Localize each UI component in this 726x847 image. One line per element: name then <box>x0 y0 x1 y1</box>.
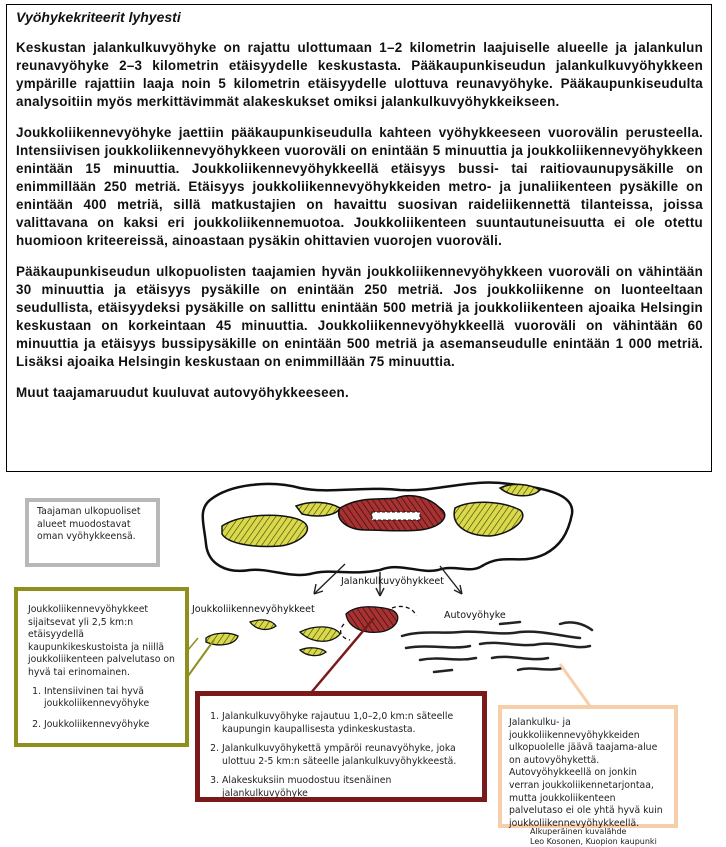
label-transit-zones: Joukkoliikennevyöhykkeet <box>192 604 315 615</box>
callout-car-zone-text: Jalankulku- ja joukkoliikennevyöhykkeiden ulkopuolelle jäävä taajama-alue on autovyöhykettä. Autovyöhykkeellä on jonkin verran joukkoliikennetarjontaa, mutta joukkoliikenteen palvelutaso ei ole yhtä hyvä kuin joukkoliikennevyöhykkeellä. <box>509 717 663 829</box>
paragraph-ulkopuoliset: Pääkaupunkiseudun ulkopuolisten taajamien hyvän joukkoliikennevyöhykkeen vuoroväli on vähintään 30 minuuttia ja etäisyys pysäkille on enintään 250 metriä. Jos joukkoliikenne on luonteeltaan seudullista, etäisyydeksi pysäkille on sallittu enintään 500 metriä ja joukkoliikenteen ajoaika Helsingin keskustaan on korkeintaan 45 minuuttia. Joukkoliikennevyöhykkeellä vuoroväli on vähintään 60 minuuttia ja etäisyys bussipysäkille on enintään 500 metriä ja asemanseudulle enintään 1 000 metriä. Lisäksi ajoaika Helsingin keskustaan on enimmillään 75 minuuttia. <box>16 264 703 369</box>
list-item: 2. Jalankulkuvyöhykettä ympäröi reunavyöhyke, joka ulottuu 2-5 km:n säteelle jalankulkuvyöhykkeestä. <box>222 743 476 768</box>
image-source-credit <box>530 827 657 847</box>
list-item: 3. Alakeskuksiin muodostuu itsenäinen jalankulkuvyöhyke <box>222 775 476 800</box>
paragraph-joukkoliikenne: Joukkoliikennevyöhyke jaettiin pääkaupunkiseudulla kahteen vyöhykkeeseen vuorovälin perusteella. Intensiivisen joukkoliikennevyöhykkeen vuoroväli on enintään 5 minuuttia ja joukkoliikennevyöhykkeen enintään 15 minuuttia. Joukkoliikennevyöhykkeellä etäisyys bussi- tai raitiovaunupysäkille on enimmillään 250 metriä. Etäisyys joukkoliikennevyöhykkeiden metro- ja junaliikenteen pysäkille on enintään 400 metriä, sillä matkustajien on havaittu suosivan raideliikennettä tilanteissa, joissa valittavana on kaksi eri joukkoliikennemuotoa. Joukkoliikenteen suuntautuneisuutta ei ole otettu huomioon kriteereissä, ainoastaan pysäkin ohittavien vuorojen vuoroväli. <box>16 125 703 248</box>
list-item: 1. Intensiivinen tai hyvä joukkoliikennevyöhyke <box>44 686 175 711</box>
source-line-1: Alkuperäinen kuvalähde <box>530 827 627 836</box>
criteria-heading: Vyöhykekriteerit lyhyesti <box>16 9 181 25</box>
transit-zone-list <box>28 686 175 732</box>
zone-diagram <box>0 474 726 847</box>
paragraph-auto: Muut taajamaruudut kuuluvat autovyöhykkeeseen. <box>16 385 349 400</box>
callout-outside-urban-text: Taajaman ulkopuoliset alueet muodostavat oman vyöhykkeensä. <box>37 506 141 543</box>
callout-outside-urban <box>25 498 160 567</box>
paragraph-jalankulku: Keskustan jalankulkuvyöhyke on rajattu ulottumaan 1–2 kilometrin laajuiselle alueelle ja jalankulun reunavyöhyke 2–3 kilometrin etäisyydelle keskustasta. Pääkaupunkiseudun jalankulkuvyöhykkeen ympärille rajattiin laaja noin 5 kilometrin etäisyydelle ulottuva reunavyöhyke. Pääkaupunkiseudulta analysoitiin myös merkittävimmät alakeskukset omiksi jalankulkuvyöhykkeikseen. <box>16 40 703 109</box>
label-car-zone: Autovyöhyke <box>444 610 506 621</box>
list-item: 1. Jalankulkuvyöhyke rajautuu 1,0–2,0 km:n säteelle kaupungin kaupallisesta ydinkeskustasta. <box>222 711 476 736</box>
callout-walking-zone <box>195 691 487 802</box>
walking-zone-core-top <box>339 496 445 531</box>
label-walking-zones: Jalankulkuvyöhykkeet <box>341 576 444 587</box>
car-zone-network <box>402 622 592 672</box>
callout-transit-zone <box>14 587 189 747</box>
list-item: 2. Joukkoliikennevyöhyke <box>44 719 175 732</box>
source-line-2: Leo Kosonen, Kuopion kaupunki <box>530 837 657 846</box>
criteria-text-box <box>6 4 712 472</box>
callout-car-zone <box>498 705 678 828</box>
callout-transit-intro: Joukkoliikennevyöhykkeet sijaitsevat yli 2,5 km:n etäisyydellä kaupunkikeskustoista ja niillä joukkoliikenteen palvelutaso on hyvä tai erinomainen. <box>28 604 175 678</box>
walking-zone-list <box>206 711 476 801</box>
